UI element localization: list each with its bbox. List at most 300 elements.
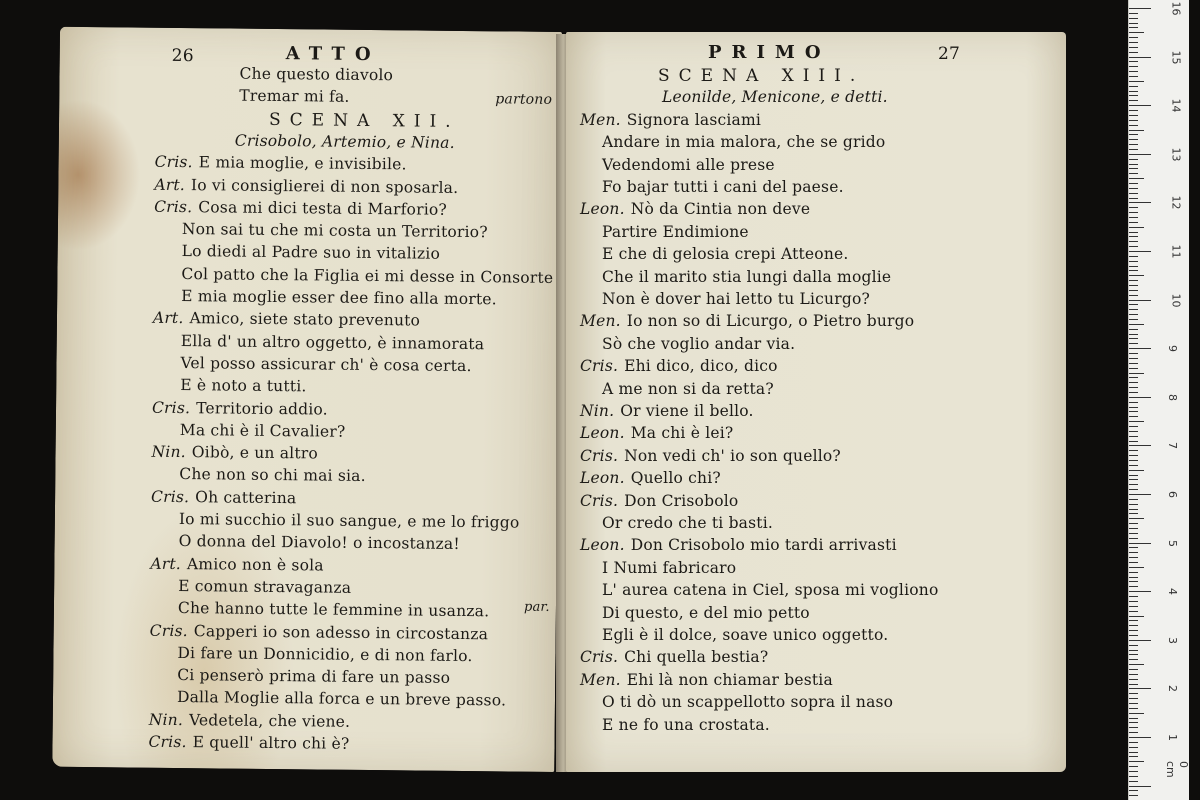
- line-text: Andare in mia malora, che se grido: [602, 133, 886, 152]
- text-line: [602, 380, 774, 398]
- ruler-tick: [1129, 100, 1138, 101]
- ruler-tick: [1129, 460, 1138, 461]
- text-line: [154, 198, 447, 219]
- ruler-tick: [1129, 664, 1144, 665]
- ruler-tick: [1129, 377, 1138, 378]
- ruler-tick: [1129, 52, 1138, 53]
- ruler-tick: [1129, 402, 1138, 403]
- line-text: Io vi consiglierei di non sposarla.: [190, 175, 459, 197]
- ruler-tick: [1129, 110, 1138, 111]
- speaker-label: Leon.: [580, 536, 625, 555]
- text-line: [580, 200, 810, 218]
- text-line: [180, 376, 306, 395]
- ruler-tick: [1129, 693, 1138, 694]
- speaker-label: Cris.: [580, 357, 619, 376]
- ruler-tick: [1129, 407, 1138, 408]
- ruler-tick: [1129, 8, 1151, 9]
- text-line: [580, 648, 768, 666]
- line-text: O donna del Diavolo! o incostanza!: [178, 532, 460, 554]
- ruler-tick: [1129, 232, 1138, 233]
- ruler-tick: [1129, 57, 1151, 58]
- ruler-tick: [1129, 450, 1138, 451]
- ruler-tick: [1129, 139, 1138, 140]
- line-text: Tremar mi fa.: [239, 86, 350, 107]
- ruler-tick: [1129, 688, 1151, 689]
- speaker-label: Men.: [580, 670, 621, 689]
- ruler-tick: [1129, 125, 1138, 126]
- text-line: [602, 178, 844, 196]
- ruler-tick: [1129, 329, 1138, 330]
- stage-direction-partono: partono: [495, 91, 553, 108]
- ruler-tick: [1129, 324, 1144, 325]
- ruler-label: 5: [1166, 539, 1179, 547]
- line-text: Chi quella bestia?: [624, 648, 769, 667]
- ruler-tick: [1129, 747, 1138, 748]
- line-text: Di fare un Donnicidio, e di non farlo.: [177, 643, 473, 665]
- text-line: [151, 487, 296, 507]
- ruler-unit: 0 cm: [1164, 761, 1190, 778]
- speaker-label: Cris.: [580, 648, 619, 667]
- ruler-label: 7: [1166, 442, 1179, 450]
- speaker-label: Nin.: [148, 710, 184, 729]
- speaker-label: Cris.: [151, 398, 191, 417]
- page-number-left: 26: [171, 45, 194, 67]
- ruler-tick: [1129, 586, 1138, 587]
- left-page: [52, 27, 562, 772]
- line-text: Crisobolo, Artemio, e Nina.: [234, 131, 455, 152]
- ruler-tick: [1129, 761, 1144, 762]
- line-text: Ci penserò prima di fare un passo: [177, 666, 451, 687]
- ruler-tick: [1129, 334, 1138, 335]
- ruler-tick: [1129, 489, 1138, 490]
- text-line: [235, 131, 455, 151]
- line-text: E che di gelosia crepi Atteone.: [602, 245, 849, 264]
- text-line: [580, 469, 721, 487]
- text-line: [182, 220, 488, 241]
- ruler-tick: [1129, 71, 1138, 72]
- ruler-tick: [1129, 246, 1138, 247]
- ruler-tick: [1129, 752, 1138, 753]
- ruler-tick: [1129, 183, 1138, 184]
- ruler-tick: [1129, 650, 1138, 651]
- stage-direction-par: par.: [523, 599, 550, 615]
- speaker-label: Art.: [154, 175, 186, 194]
- ruler-tick: [1129, 251, 1151, 252]
- ruler-tick: [1129, 382, 1138, 383]
- ruler-tick: [1129, 32, 1144, 33]
- ruler-tick: [1129, 178, 1144, 179]
- text-line: [179, 510, 520, 532]
- ruler-tick: [1129, 304, 1138, 305]
- running-head-right: PRIMO: [708, 42, 831, 63]
- ruler-tick: [1129, 572, 1138, 573]
- ruler-tick: [1129, 236, 1138, 237]
- line-text: Ma chi è il Cavalier?: [179, 420, 346, 441]
- ruler-tick: [1129, 173, 1138, 174]
- ruler-tick: [1129, 37, 1138, 38]
- text-line: [602, 716, 770, 734]
- ruler-tick: [1129, 776, 1138, 777]
- ruler-label: 12: [1169, 195, 1183, 210]
- line-text: Sò che voglio andar via.: [602, 334, 796, 353]
- line-text: Che il marito stia lungi dalla moglie: [602, 267, 892, 286]
- line-text: Oibò, e un altro: [191, 443, 319, 463]
- line-text: E ne fo una crostata.: [602, 715, 770, 734]
- line-text: Oh catterina: [195, 487, 297, 507]
- text-line: [602, 693, 893, 711]
- ruler-tick: [1129, 42, 1138, 43]
- line-text: Ella d' un altro oggetto, è innamorata: [180, 331, 485, 353]
- speaker-label: Art.: [152, 309, 184, 328]
- text-line: [177, 644, 472, 665]
- ruler-tick: [1129, 538, 1138, 539]
- ruler-tick: [1129, 552, 1138, 553]
- ruler-tick: [1129, 159, 1138, 160]
- text-line: [580, 402, 754, 420]
- ruler-label: 14: [1169, 98, 1183, 113]
- ruler-tick: [1129, 319, 1138, 320]
- ruler-tick: [1129, 679, 1138, 680]
- ruler-label: 9: [1166, 345, 1179, 353]
- ruler-tick: [1129, 217, 1138, 218]
- text-line: [602, 581, 938, 599]
- ruler-tick: [1129, 358, 1138, 359]
- ruler-tick: [1129, 756, 1138, 757]
- ruler-tick: [1129, 528, 1138, 529]
- text-line: [580, 447, 841, 465]
- ruler-tick: [1129, 475, 1138, 476]
- ruler-label: 2: [1166, 685, 1179, 693]
- text-line: [179, 532, 460, 553]
- ruler-tick: [1129, 61, 1138, 62]
- text-line: [580, 357, 778, 375]
- ruler-tick: [1129, 727, 1138, 728]
- text-line: [602, 290, 870, 308]
- text-line: [150, 621, 489, 643]
- text-line: [153, 309, 420, 330]
- text-line: [602, 559, 736, 577]
- line-text: SCENA XIII.: [658, 66, 865, 86]
- ruler-tick: [1129, 164, 1138, 165]
- line-text: Capperi io son adesso in circostanza: [193, 621, 489, 643]
- line-text: Vedendomi alle prese: [602, 155, 775, 174]
- right-page: [566, 32, 1066, 772]
- ruler-tick: [1129, 445, 1151, 446]
- ruler-tick: [1129, 227, 1144, 228]
- ruler-tick: [1129, 86, 1138, 87]
- ruler-tick: [1129, 47, 1138, 48]
- ruler-label: 8: [1166, 393, 1179, 401]
- line-text: Don Crisobolo mio tardi arrivasti: [630, 536, 897, 555]
- ruler-tick: [1129, 81, 1144, 82]
- ruler-tick: [1129, 120, 1138, 121]
- speaker-label: Cris.: [148, 732, 187, 752]
- ruler-label: 16: [1169, 1, 1183, 16]
- ruler-tick: [1129, 431, 1138, 432]
- ruler-tick: [1129, 91, 1138, 92]
- ruler-tick: [1129, 470, 1144, 471]
- ruler-tick: [1129, 105, 1151, 106]
- ruler-tick: [1129, 718, 1138, 719]
- text-line: [602, 223, 749, 241]
- text-line: [580, 111, 761, 129]
- text-line: [148, 733, 349, 753]
- text-line: [602, 133, 885, 151]
- ruler-tick: [1129, 314, 1138, 315]
- text-line: [602, 514, 773, 532]
- running-head-left: ATTO: [285, 43, 381, 66]
- ruler-tick: [1129, 742, 1138, 743]
- ruler-label: 11: [1169, 244, 1183, 259]
- speaker-label: Cris.: [151, 487, 190, 506]
- ruler-tick: [1129, 509, 1138, 510]
- text-line: [151, 443, 318, 463]
- ruler-tick: [1129, 737, 1151, 738]
- ruler-tick: [1129, 543, 1151, 544]
- text-line: [180, 421, 346, 441]
- ruler-tick: [1129, 168, 1138, 169]
- line-text: Vedetela, che viene.: [188, 710, 351, 731]
- ruler-tick: [1129, 708, 1138, 709]
- ruler-tick: [1129, 722, 1138, 723]
- text-line: [602, 245, 849, 263]
- line-text: Non sai tu che mi costa un Territorio?: [181, 220, 488, 242]
- ruler-tick: [1129, 95, 1138, 96]
- ruler-tick: [1129, 416, 1138, 417]
- ruler-tick: [1129, 338, 1138, 339]
- ruler-tick: [1129, 581, 1138, 582]
- ruler-tick: [1129, 766, 1138, 767]
- text-line: [177, 688, 506, 709]
- text-line: [154, 175, 458, 196]
- text-line: [181, 287, 497, 308]
- text-line: [152, 398, 328, 418]
- line-text: Ehi là non chiamar bestia: [626, 670, 833, 689]
- text-line: [177, 666, 450, 687]
- ruler-tick: [1129, 533, 1138, 534]
- line-text: Egli è il dolce, soave unico oggetto.: [602, 626, 889, 644]
- line-text: Don Crisobolo: [624, 491, 739, 510]
- ruler-tick: [1129, 494, 1151, 495]
- line-text: Or viene il bello.: [620, 402, 754, 420]
- text-line: [602, 156, 775, 174]
- ruler-tick: [1129, 134, 1138, 135]
- line-text: Leonilde, Menicone, e detti.: [662, 88, 888, 107]
- ruler-tick: [1129, 499, 1138, 500]
- text-line: [602, 626, 888, 644]
- ruler-tick: [1129, 518, 1144, 519]
- ruler-tick: [1129, 577, 1138, 578]
- ruler-tick: [1129, 66, 1138, 67]
- ruler-tick: [1129, 290, 1138, 291]
- ruler-tick: [1129, 625, 1138, 626]
- line-text: Che non so chi mai sia.: [179, 465, 366, 486]
- text-line: [662, 88, 888, 106]
- text-line: [269, 110, 460, 132]
- text-line: [182, 242, 441, 263]
- line-text: Col patto che la Figlia ei mi desse in Consorte: [181, 264, 554, 287]
- line-text: Fo bajar tutti i cani del paese.: [602, 178, 844, 196]
- line-text: Non è dover hai letto tu Licurgo?: [602, 290, 871, 308]
- speaker-label: Cris.: [154, 197, 193, 216]
- ruler-tick: [1129, 562, 1138, 563]
- ruler-tick: [1129, 479, 1138, 480]
- ruler-tick: [1129, 441, 1138, 442]
- ruler-tick: [1129, 348, 1151, 349]
- speaker-label: Men.: [580, 110, 621, 129]
- text-line: [602, 268, 891, 286]
- ruler-tick: [1129, 645, 1138, 646]
- text-line: [149, 710, 351, 730]
- text-line: [239, 65, 393, 85]
- ruler-tick: [1129, 703, 1138, 704]
- line-text: Di questo, e del mio petto: [602, 603, 810, 622]
- ruler-tick: [1129, 373, 1144, 374]
- ruler-tick: [1129, 212, 1138, 213]
- speaker-label: Cris.: [580, 491, 619, 510]
- ruler-label: 10: [1169, 293, 1183, 308]
- text-line: [580, 671, 833, 689]
- ruler-tick: [1129, 659, 1138, 660]
- ruler-tick: [1129, 368, 1138, 369]
- ruler-tick: [1129, 790, 1138, 791]
- ruler-tick: [1129, 144, 1138, 145]
- speaker-label: Art.: [150, 554, 182, 573]
- line-text: Nò da Cintia non deve: [630, 200, 811, 219]
- text-line: [178, 599, 489, 620]
- line-text: A me non si da retta?: [602, 379, 774, 398]
- text-line: [180, 354, 471, 375]
- ruler-tick: [1129, 18, 1138, 19]
- line-text: Vel posso assicurar ch' è cosa certa.: [180, 353, 472, 375]
- ruler-tick: [1129, 280, 1138, 281]
- ruler-tick: [1129, 669, 1138, 670]
- ruler-tick: [1129, 786, 1151, 787]
- line-text: Dalla Moglie alla forca e un breve passo.: [176, 688, 507, 710]
- line-text: L' aurea catena in Ciel, sposa mi vogliono: [602, 581, 939, 600]
- ruler-tick: [1129, 300, 1151, 301]
- ruler-tick: [1129, 591, 1151, 592]
- ruler-tick: [1129, 115, 1138, 116]
- ruler-tick: [1129, 611, 1138, 612]
- text-line: [602, 335, 795, 353]
- speaker-label: Leon.: [580, 469, 625, 488]
- line-text: Io mi succhio il suo sangue, e me lo friggo: [178, 510, 520, 532]
- ruler-tick: [1129, 465, 1138, 466]
- line-text: Amico, siete stato prevenuto: [189, 309, 421, 330]
- ruler-tick: [1129, 698, 1138, 699]
- ruler-tick: [1129, 455, 1138, 456]
- ruler-tick: [1129, 27, 1138, 28]
- line-text: SCENA XII.: [268, 109, 460, 132]
- measurement-ruler: [1128, 0, 1189, 800]
- text-line: [658, 66, 864, 86]
- line-text: Che questo diavolo: [239, 64, 394, 85]
- line-text: O ti dò un scappellotto sopra il naso: [602, 693, 894, 712]
- ruler-tick: [1129, 309, 1138, 310]
- line-text: Amico non è sola: [186, 554, 324, 575]
- ruler-tick: [1129, 154, 1151, 155]
- ruler-tick: [1129, 421, 1144, 422]
- text-line: [580, 312, 914, 330]
- ruler-tick: [1129, 557, 1138, 558]
- ruler-tick: [1129, 523, 1138, 524]
- line-text: Territorio addio.: [196, 398, 328, 419]
- line-text: E comun stravaganza: [178, 576, 352, 597]
- text-line: [181, 265, 553, 287]
- ruler-tick: [1129, 567, 1144, 568]
- text-line: [179, 465, 366, 485]
- line-text: Che hanno tutte le femmine in usanza.: [177, 599, 490, 621]
- ruler-tick: [1129, 640, 1151, 641]
- line-text: I Numi fabricaro: [602, 558, 737, 577]
- line-text: E quell' altro chi è?: [192, 733, 350, 753]
- text-line: [580, 424, 733, 442]
- ruler-tick: [1129, 781, 1138, 782]
- ruler-tick: [1129, 222, 1138, 223]
- ruler-tick: [1129, 616, 1144, 617]
- ruler-tick: [1129, 606, 1138, 607]
- ruler-tick: [1129, 674, 1138, 675]
- line-text: E mia moglie esser dee fino alla morte.: [181, 287, 497, 309]
- text-line: [178, 577, 351, 597]
- ruler-tick: [1129, 484, 1138, 485]
- ruler-tick: [1129, 149, 1138, 150]
- ruler-tick: [1129, 23, 1138, 24]
- ruler-tick: [1129, 504, 1138, 505]
- ruler-tick: [1129, 188, 1138, 189]
- ruler-label: 13: [1169, 147, 1183, 162]
- speaker-label: Nin.: [151, 442, 186, 462]
- text-line: [239, 87, 349, 106]
- ruler-label: 3: [1166, 636, 1179, 644]
- ruler-tick: [1129, 411, 1138, 412]
- ruler-tick: [1129, 241, 1138, 242]
- ruler-tick: [1129, 256, 1138, 257]
- text-line: [602, 604, 810, 622]
- line-text: Signora lasciami: [626, 110, 762, 129]
- speaker-label: Cris.: [154, 152, 193, 172]
- ruler-tick: [1129, 654, 1138, 655]
- text-line: [150, 554, 324, 574]
- ruler-label: 6: [1166, 491, 1179, 498]
- ruler-tick: [1129, 513, 1138, 514]
- ruler-tick: [1129, 353, 1138, 354]
- ruler-tick: [1129, 601, 1138, 602]
- ruler-tick: [1129, 261, 1138, 262]
- text-line: [155, 153, 407, 174]
- ruler-tick: [1129, 130, 1144, 131]
- line-text: Non vedi ch' io son quello?: [624, 446, 841, 465]
- line-text: Or credo che ti basti.: [602, 514, 773, 532]
- line-text: Ma chi è lei?: [630, 424, 734, 443]
- text-line: [580, 536, 897, 554]
- speaker-label: Nin.: [580, 402, 615, 420]
- line-text: Io non so di Licurgo, o Pietro burgo: [626, 312, 915, 331]
- ruler-tick: [1129, 193, 1138, 194]
- ruler-tick: [1129, 426, 1138, 427]
- ruler-tick: [1129, 202, 1151, 203]
- speaker-label: Leon.: [580, 424, 625, 443]
- ruler-tick: [1129, 635, 1138, 636]
- ruler-tick: [1129, 620, 1138, 621]
- ruler-tick: [1129, 547, 1138, 548]
- ruler-tick: [1129, 295, 1138, 296]
- ruler-tick: [1129, 285, 1138, 286]
- text-line: [580, 492, 738, 510]
- ruler-tick: [1129, 684, 1138, 685]
- line-text: Partire Endimione: [602, 222, 749, 241]
